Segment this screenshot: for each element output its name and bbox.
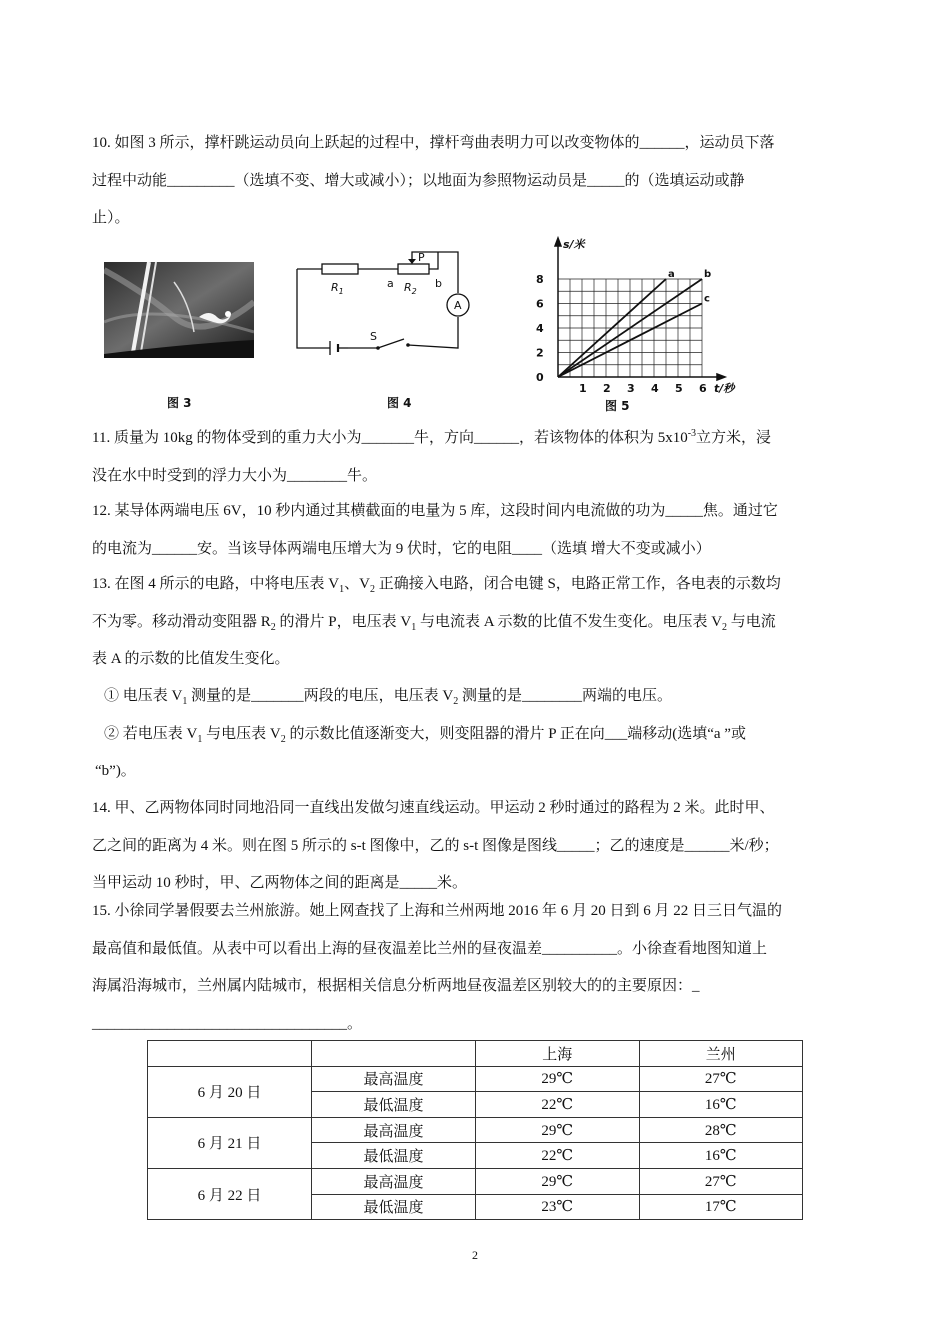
lanzhou-min-cell: 17℃: [639, 1194, 803, 1220]
question-13-line-3: 表 A 的示数的比值发生变化。: [92, 651, 290, 667]
question-15-line-3: 海属沿海城市，兰州属内陆城市，根据相关信息分析两地昼夜温差区别较大的的主要原因：_: [92, 978, 700, 994]
date-cell: 6 月 20 日: [148, 1066, 312, 1117]
max-label-cell: 最高温度: [312, 1066, 476, 1092]
origin-label: 0: [536, 371, 544, 384]
figure-3-caption: 图 3: [167, 396, 192, 410]
circuit-diagram: [290, 245, 470, 360]
question-15-line-4: __________________________________。: [92, 1015, 363, 1032]
x-tick-label: 2: [603, 382, 611, 395]
shanghai-min-cell: 22℃: [476, 1092, 640, 1118]
shanghai-max-cell: 29℃: [476, 1168, 640, 1194]
question-12-line-1: 12. 某导体两端电压 6V，10 秒内通过其横截面的电量为 5 库，这段时间内电流做的功为_____焦。通过它: [92, 503, 778, 519]
x-axis-arrow: [717, 374, 725, 380]
question-10-line-3: 止）。: [92, 210, 130, 226]
question-13-line-2: 不为零。移动滑动变阻器 $R_2$ 的滑片 P，电压表 $V_1$ 与电流表 A 示数的比值不发生变化。电压表 $V_2$ 与电流: [92, 613, 776, 633]
shanghai-max-cell: 29℃: [476, 1117, 640, 1143]
x-tick-label: 1: [579, 382, 587, 395]
page-number: 2: [472, 1248, 478, 1262]
y-tick-label: 4: [536, 322, 544, 335]
y-axis-arrow: [555, 238, 561, 246]
table-row: [148, 1117, 803, 1143]
question-12-line-2: 的电流为______安。当该导体两端电压增大为 9 伏时，它的电阻____（选填 增大不变或减小）: [92, 540, 711, 557]
table-header-cell: [312, 1041, 476, 1067]
x-tick-label: 4: [651, 382, 659, 395]
max-label-cell: 最高温度: [312, 1117, 476, 1143]
table-header-cell: [148, 1041, 312, 1067]
min-label-cell: 最低温度: [312, 1143, 476, 1169]
table-header-shanghai: 上海: [476, 1041, 640, 1067]
r1-label: $R_1$: [331, 281, 344, 296]
figure-5-caption: 图 5: [605, 399, 630, 413]
question-13: [92, 566, 862, 679]
table-header-lanzhou: 兰州: [639, 1041, 803, 1067]
question-14-line-3: 当甲运动 10 秒时，甲、乙两物体之间的距离是_____米。: [92, 875, 468, 891]
table-row: [148, 1168, 803, 1194]
question-13-subparts: [104, 678, 862, 753]
question-13-sub-2-line-2: “b”)。: [95, 763, 136, 779]
lanzhou-min-cell: 16℃: [639, 1143, 803, 1169]
question-14-line-2: 乙之间的距离为 4 米。则在图 5 所示的 s-t 图像中，乙的 s-t 图像是图线_____；乙的速度是______米/秒；: [92, 837, 779, 854]
shanghai-min-cell: 22℃: [476, 1143, 640, 1169]
x-tick-label: 6: [699, 382, 707, 395]
question-13-sub-2-continued: [95, 753, 865, 791]
question-13-sub-1: ① 电压表 $V_1$ 测量的是_______两段的电压，电压表 $V_2$ 测量的是________两端的电压。: [104, 688, 672, 707]
r2-label: $R_2$: [404, 281, 417, 296]
slider-arrow: [408, 259, 416, 264]
question-14: [92, 790, 862, 903]
question-13-line-1: 13. 在图 4 所示的电路，中将电压表 $V_1$、$V_2$ 正确接入电路，闭合电键 S，电路正常工作，各电表的示数均: [92, 576, 781, 595]
figure-5: [528, 236, 743, 401]
lanzhou-max-cell: 27℃: [639, 1066, 803, 1092]
question-10-line-2: 过程中动能_________（选填不变、增大或减小）；以地面为参照物运动员是_____的（选填运动或静: [92, 172, 745, 189]
resistor-r1: [322, 264, 358, 274]
series-label-a: a: [668, 269, 675, 280]
terminal-a-label: a: [387, 277, 394, 290]
temperature-table: [147, 1040, 803, 1220]
figure-4-caption: 图 4: [387, 396, 412, 410]
question-15-line-2: 最高值和最低值。从表中可以看出上海的昼夜温差比兰州的昼夜温差__________。小徐查看地图知道上: [92, 940, 768, 957]
series-label-c: c: [704, 293, 710, 305]
lanzhou-max-cell: 27℃: [639, 1168, 803, 1194]
pole-vault-photo: [104, 262, 254, 358]
table-row: [148, 1066, 803, 1092]
x-axis-label: t/秒: [714, 382, 735, 395]
question-13-sub-2: ② 若电压表 $V_1$ 与电压表 $V_2$ 的示数比值逐渐变大，则变阻器的滑片 P 正在向___端移动(选填“a ”或: [104, 725, 746, 745]
question-14-line-1: 14. 甲、乙两物体同时同地沿同一直线出发做匀速直线运动。甲运动 2 秒时通过的路程为 2 米。此时甲、: [92, 800, 775, 816]
lanzhou-min-cell: 16℃: [639, 1092, 803, 1118]
x-tick-label: 3: [627, 382, 635, 395]
min-label-cell: 最低温度: [312, 1092, 476, 1118]
terminal-b-label: b: [435, 277, 442, 290]
shanghai-min-cell: 23℃: [476, 1194, 640, 1220]
max-label-cell: 最高温度: [312, 1168, 476, 1194]
question-15-line-1: 15. 小徐同学暑假要去兰州旅游。她上网查找了上海和兰州两地 2016 年 6 月 20 日到 6 月 22 日三日气温的: [92, 903, 783, 919]
date-cell: 6 月 22 日: [148, 1168, 312, 1219]
question-10: [92, 125, 862, 238]
question-12: [92, 493, 862, 568]
question-11: [92, 420, 862, 495]
slider-p-label: P: [418, 251, 425, 264]
table-header-row: [148, 1041, 803, 1067]
y-tick-label: 6: [536, 297, 544, 311]
y-tick-label: 8: [536, 273, 544, 286]
switch-label: S: [370, 330, 377, 343]
x-tick-label: 5: [675, 382, 683, 395]
question-15: [92, 893, 862, 1043]
min-label-cell: 最低温度: [312, 1194, 476, 1220]
shanghai-max-cell: 29℃: [476, 1066, 640, 1092]
lanzhou-max-cell: 28℃: [639, 1117, 803, 1143]
series-label-b: b: [704, 269, 712, 280]
figure-4: [290, 245, 470, 365]
figure-3: [104, 262, 254, 363]
question-11-line-2: 没在水中时受到的浮力大小为________牛。: [92, 467, 378, 484]
resistor-r2: [398, 264, 429, 274]
y-axis-label: s/米: [563, 238, 585, 251]
question-10-line-1: 10. 如图 3 所示，撑杆跳运动员向上跃起的过程中，撑杆弯曲表明力可以改变物体的______，运动员下落: [92, 135, 775, 151]
date-cell: 6 月 21 日: [148, 1117, 312, 1168]
ammeter-label: A: [454, 299, 462, 312]
st-graph: [528, 236, 743, 396]
question-11-line-1: 11. 质量为 10kg 的物体受到的重力大小为_______牛，方向______，若该物体的体积为 $5x10^{-3}$立方米，浸: [92, 428, 772, 446]
switch-blade: [378, 339, 404, 348]
y-tick-label: 2: [536, 346, 544, 360]
